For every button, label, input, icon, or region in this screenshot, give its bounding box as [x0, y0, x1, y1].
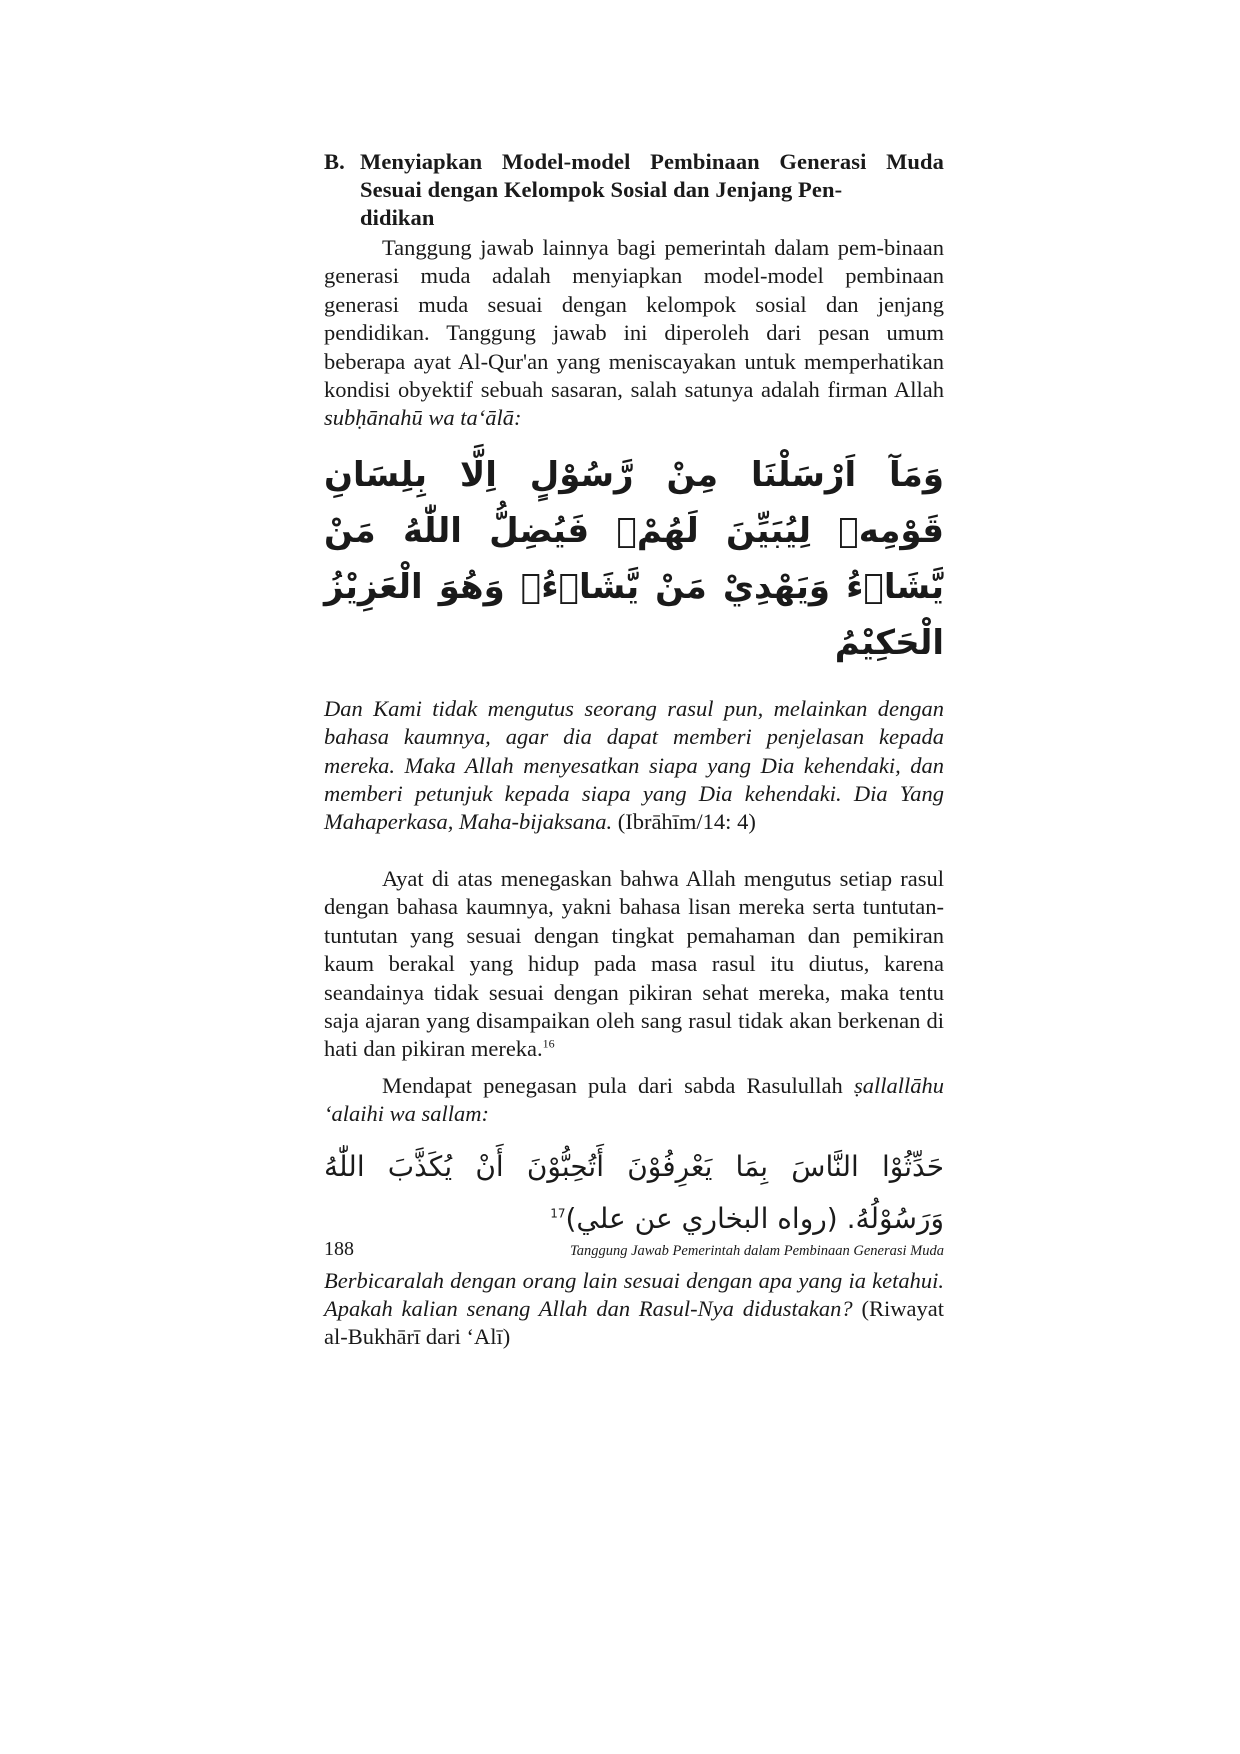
page-footer: [324, 1238, 944, 1261]
page-content: [324, 148, 944, 1352]
body-paragraph-3: [324, 1072, 944, 1129]
body-paragraph-2: [324, 865, 944, 1064]
hadith-translation: [324, 1267, 944, 1352]
quran-translation-text: Dan Kami tidak mengutus seorang rasul pun, melainkan dengan bahasa kaumnya, agar dia dapat memberi penjelasan kepada mereka. Maka Allah menyesatkan siapa yang Dia kehendaki, dan memberi petunjuk kepada siapa yang Dia kehendaki. Dia Yang Mahaperkasa, Maha-bijaksana.: [324, 695, 944, 835]
paragraph-3-text: Mendapat penegasan pula dari sabda Rasulullah: [382, 1072, 854, 1098]
paragraph-1-text: Tanggung jawab lainnya bagi pemerintah dalam pem-binaan generasi muda adalah menyiapkan model-model pembinaan generasi muda sesuai dengan kelompok sosial dan jenjang pendidikan. Tanggung jawab ini diperoleh dari pesan umum beberapa ayat Al-Qur'an yang meniscayakan untuk memperhatikan kondisi obyektif sebuah sasaran, salah satunya adalah firman Allah: [324, 235, 944, 403]
footnote-marker-17[interactable]: 17: [550, 1206, 566, 1221]
hadith-arabic: [324, 1141, 944, 1245]
hadith-arabic-text: حَدِّثُوْا النَّاسَ بِمَا يَعْرِفُوْنَ أَتُحِبُّوْنَ أَنْ يُكَذَّبَ اللّٰهُ وَرَسُوْلُهُ. (رواه البخاري عن علي): [324, 1149, 944, 1235]
quran-verse-arabic: وَمَآ اَرْسَلْنَا مِنْ رَّسُوْلٍ اِلَّا بِلِسَانِ قَوْمِهٖ لِيُبَيِّنَ لَهُمْۗ فَيُضِلُّ اللّٰهُ مَنْ يَّشَاۤءُ وَيَهْدِيْ مَنْ يَّشَاۤءُۗ وَهُوَ الْعَزِيْزُ الْحَكِيْمُ: [324, 454, 944, 663]
hadith-reference: (Riwayat al-Bukhārī dari ‘Alī): [324, 1295, 944, 1350]
running-title: Tanggung Jawab Pemerintah dalam Pembinaan Generasi Muda: [569, 1243, 944, 1259]
quran-reference: (Ibrāhīm/14: 4): [612, 809, 756, 835]
paragraph-2-text: Ayat di atas menegaskan bahwa Allah mengutus setiap rasul dengan bahasa kaumnya, yakni bahasa lisan mereka serta tuntutan-tuntutan yang sesuai dengan tingkat pemahaman dan pemikiran kaum berakal yang hidup pada masa rasul itu diutus, karena seandainya tidak sesuai dengan pikiran sehat mereka, maka tentu saja ajaran yang disampaikan oleh sang rasul tidak akan berkenan di hati dan pikiran mereka.: [324, 865, 944, 1062]
paragraph-3-honorific: ṣallallāhu ‘alaihi wa sallam:: [324, 1072, 944, 1127]
page-number: 188: [324, 1238, 354, 1260]
body-paragraph-1: [324, 234, 944, 433]
section-number: B.: [324, 149, 345, 174]
hadith-translation-text: Berbicaralah dengan orang lain sesuai dengan apa yang ia ketahui. Apakah kalian senang Allah dan Rasul-Nya didustakan?: [324, 1267, 944, 1321]
section-title-line-b: didikan: [360, 205, 435, 230]
paragraph-1-honorific: subḥānahū wa ta‘ālā:: [324, 405, 522, 431]
quran-translation: [324, 695, 944, 837]
section-title: [360, 148, 944, 232]
footnote-marker-16[interactable]: 16: [542, 1036, 555, 1051]
section-heading: [324, 148, 944, 232]
section-title-line-a: Menyiapkan Model-model Pembinaan Generasi Muda Sesuai dengan Kelompok Sosial dan Jenjang Pen-: [360, 149, 944, 202]
